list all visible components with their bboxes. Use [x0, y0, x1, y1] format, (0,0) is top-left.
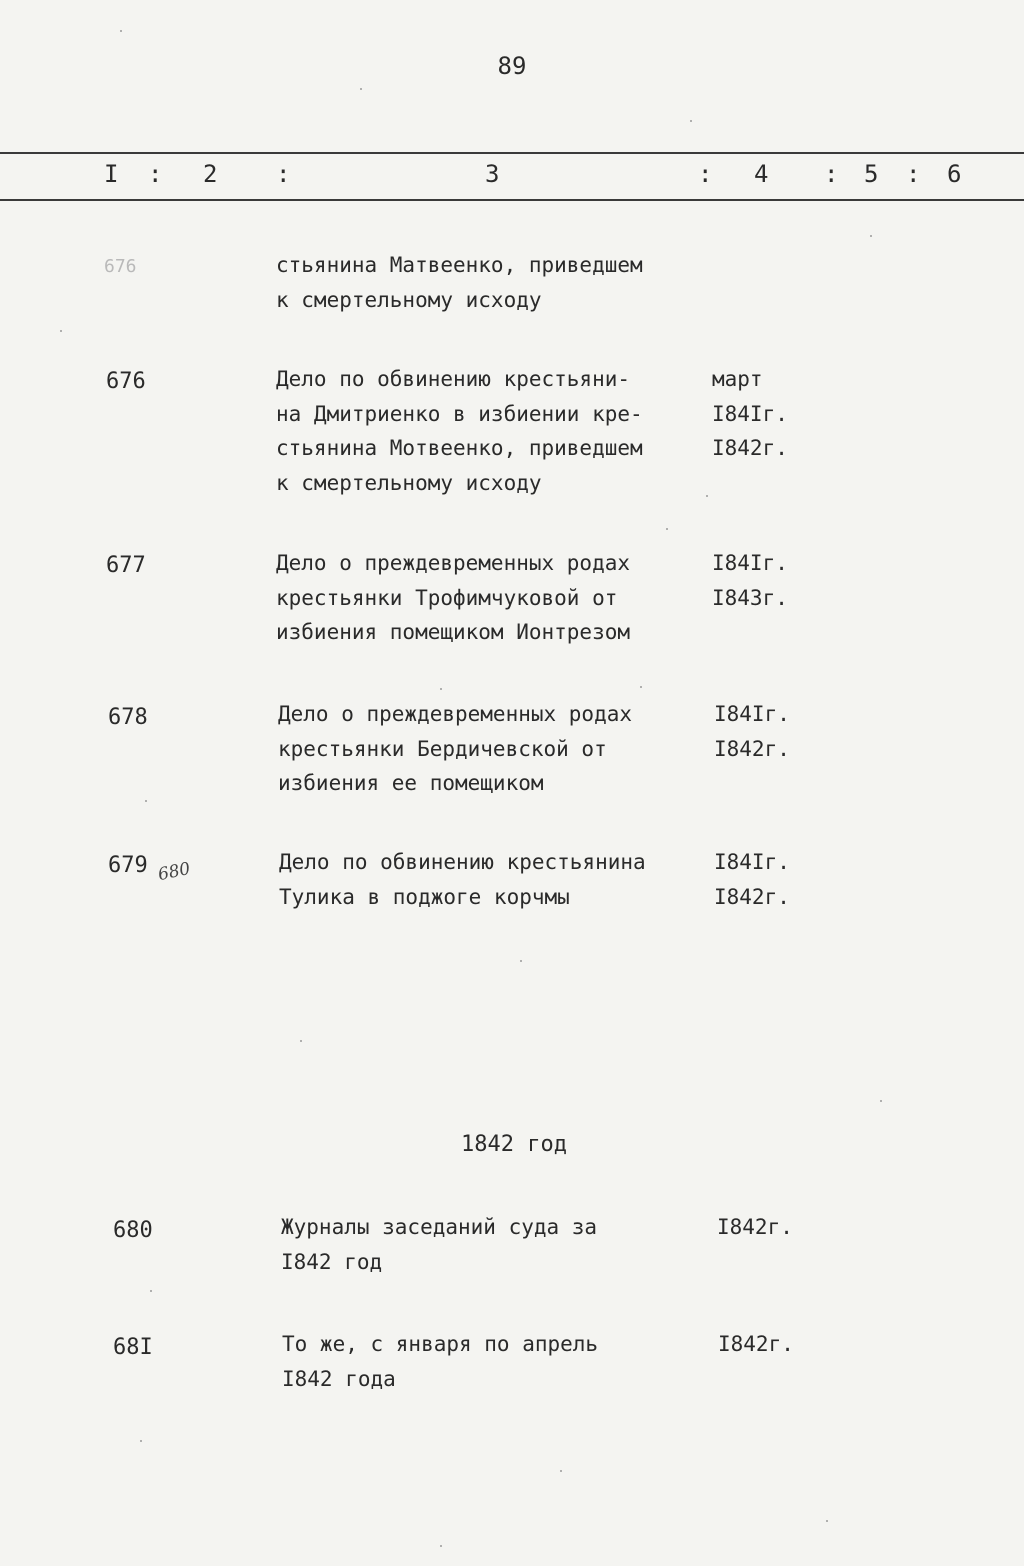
- date-line: март: [712, 367, 763, 391]
- entry-description: [276, 362, 643, 500]
- description-line: избиения ее помещиком: [278, 771, 544, 795]
- date-line: I84Iг.: [712, 401, 788, 426]
- speck: [60, 330, 62, 332]
- column-separator: :: [906, 160, 921, 188]
- speck: [690, 120, 692, 122]
- column-separator: :: [148, 160, 163, 188]
- column-header-3: 3: [485, 160, 500, 188]
- description-line: Дело о преждевременных родах: [276, 551, 631, 575]
- description-line: I842 год: [281, 1249, 383, 1274]
- section-heading: 1842 год: [461, 1132, 567, 1157]
- speck: [706, 495, 708, 497]
- description-line: крестьянки Трофимчуковой от: [276, 585, 618, 610]
- speck: [440, 1545, 442, 1547]
- speck: [666, 528, 668, 530]
- description-line: стьянина Мотвеенко, приведшем: [276, 436, 643, 460]
- speck: [520, 960, 522, 962]
- entry-description: [276, 248, 643, 317]
- entry-dates: [714, 697, 790, 766]
- date-line: I842г.: [717, 1215, 793, 1239]
- header-bottom-rule: [0, 199, 1024, 201]
- column-header-1: I: [104, 160, 119, 188]
- entry-description: [282, 1327, 598, 1396]
- description-line: Дело о преждевременных родах: [278, 702, 633, 726]
- description-line: к смертельному исходу: [276, 287, 542, 312]
- speck: [145, 800, 147, 802]
- speck: [360, 88, 362, 90]
- speck: [640, 686, 642, 688]
- speck: [150, 1290, 152, 1292]
- description-line: на Дмитриенко в избиении кре-: [276, 401, 643, 426]
- description-line: Дело по обвинению крестьянина: [279, 850, 646, 874]
- description-line: Тулика в поджоге корчмы: [279, 884, 570, 909]
- column-header-6: 6: [947, 160, 962, 188]
- speck: [300, 1040, 302, 1042]
- date-line: I842г.: [714, 736, 790, 761]
- entry-number: 677: [106, 553, 146, 578]
- entry-description: [279, 845, 646, 914]
- entry-number: 678: [108, 705, 148, 730]
- entry-description: [278, 697, 632, 801]
- description-line: Дело по обвинению крестьяни-: [276, 367, 631, 391]
- date-line: I842г.: [714, 884, 790, 909]
- entry-dates: [712, 362, 788, 466]
- entry-number: 676: [106, 369, 146, 394]
- entry-number: 676: [104, 256, 137, 277]
- speck: [120, 30, 122, 32]
- speck: [870, 235, 872, 237]
- entry-description: [276, 546, 630, 650]
- date-line: I842г.: [712, 436, 788, 460]
- description-line: То же, с января по апрель: [282, 1332, 599, 1356]
- entry-dates: [712, 546, 788, 615]
- column-header-2: 2: [203, 160, 218, 188]
- speck: [440, 688, 442, 690]
- description-line: стьянина Матвеенко, приведшем: [276, 253, 643, 277]
- description-line: избиения помещиком Ионтрезом: [276, 620, 631, 644]
- column-header-4: 4: [754, 160, 769, 188]
- date-line: I843г.: [712, 585, 788, 610]
- speck: [140, 1440, 142, 1442]
- date-line: I84Iг.: [714, 702, 790, 726]
- entry-number: 679: [108, 853, 148, 878]
- description-line: к смертельному исходу: [276, 470, 542, 495]
- entry-description: [281, 1210, 597, 1279]
- page-number: 89: [497, 52, 527, 80]
- entry-dates: [714, 845, 790, 914]
- speck: [880, 1100, 882, 1102]
- date-line: I84Iг.: [712, 551, 788, 575]
- entry-number: 68I: [113, 1335, 153, 1360]
- column-separator: :: [276, 160, 291, 188]
- entry-dates: [717, 1210, 793, 1245]
- description-line: Журналы заседаний суда за: [281, 1215, 598, 1239]
- entry-dates: [718, 1327, 794, 1362]
- date-line: I84Iг.: [714, 850, 790, 874]
- description-line: I842 года: [282, 1366, 396, 1391]
- header-top-rule: [0, 152, 1024, 154]
- speck: [826, 1520, 828, 1522]
- description-line: крестьянки Бердичевской от: [278, 736, 607, 761]
- entry-number: 680: [113, 1218, 153, 1243]
- column-separator: :: [698, 160, 713, 188]
- date-line: I842г.: [718, 1332, 794, 1356]
- column-separator: :: [824, 160, 839, 188]
- handwritten-correction: 680: [156, 858, 193, 886]
- speck: [560, 1470, 562, 1472]
- column-header-5: 5: [864, 160, 879, 188]
